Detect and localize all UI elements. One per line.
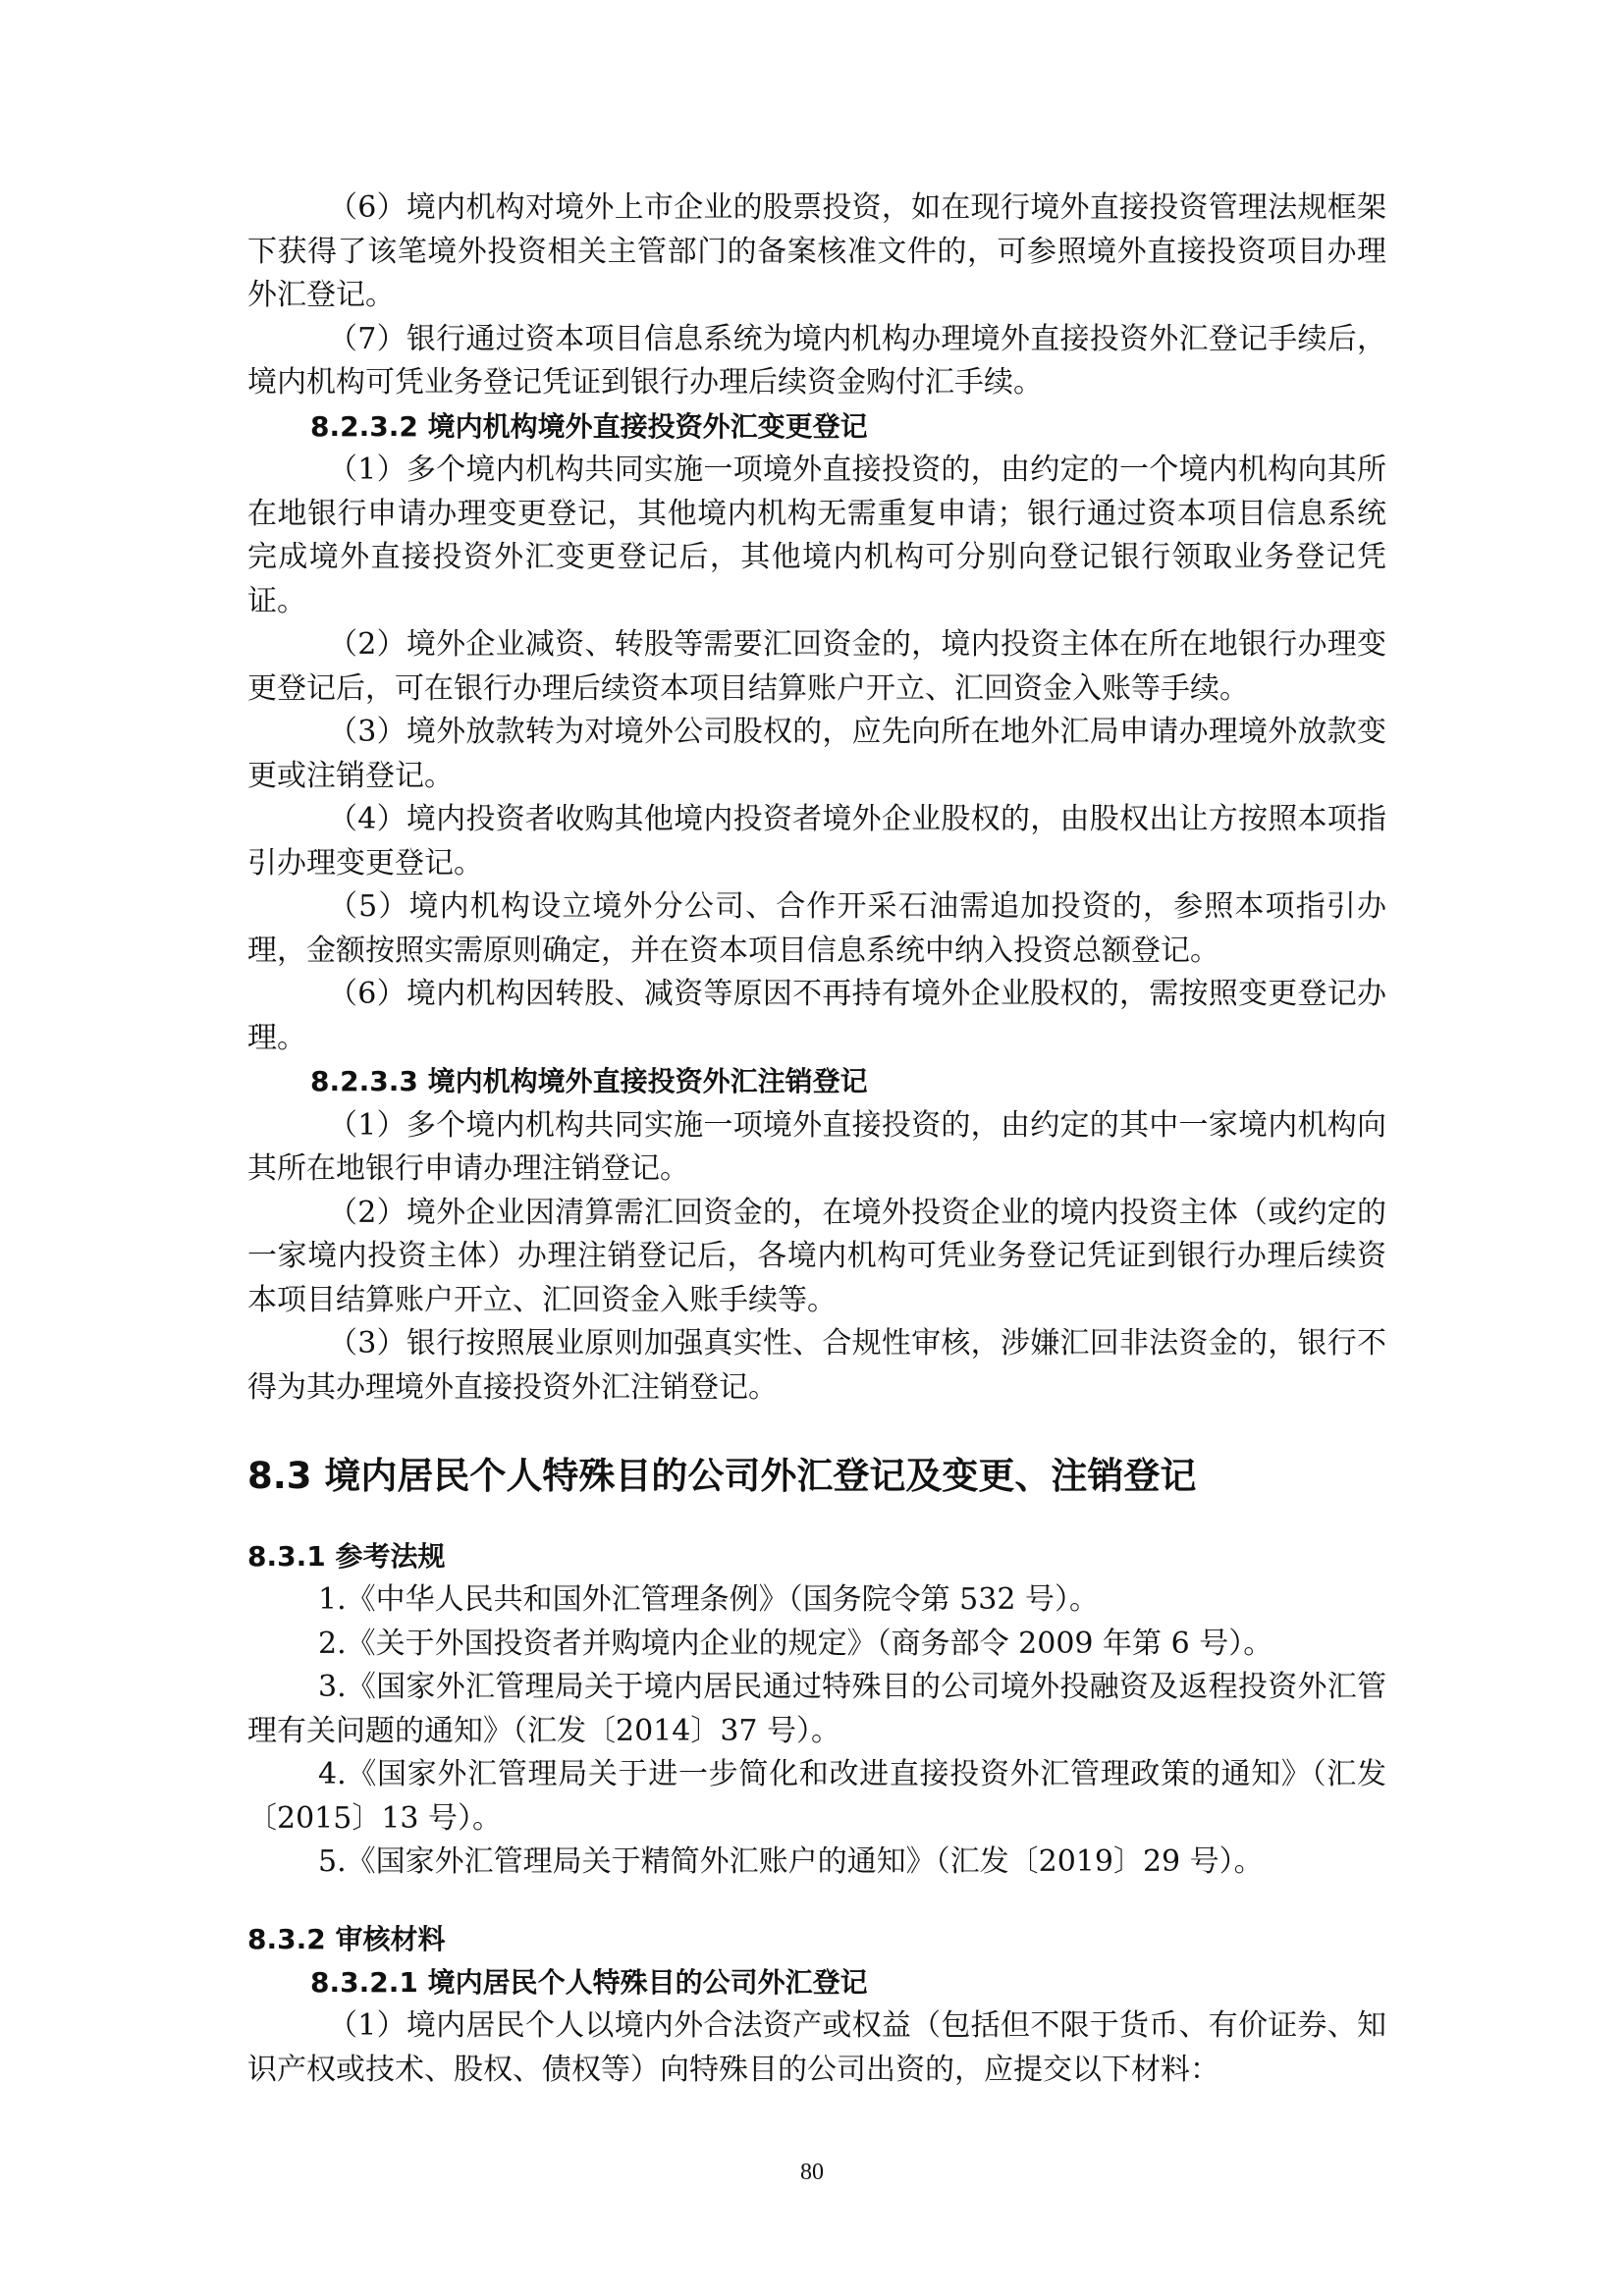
paragraph: （4）境内投资者收购其他境内投资者境外企业股权的，由股权出让方按照本项指引办理变更登记。 xyxy=(247,802,1386,881)
paragraph: （1）多个境内机构共同实施一项境外直接投资的，由约定的其中一家境内机构向其所在地银行申请办理注销登记。 xyxy=(247,1107,1386,1186)
paragraph: （1）境内居民个人以境内外合法资产或权益（包括但不限于货币、有价证券、知识产权或技术、股权、债权等）向特殊目的公司出资的，应提交以下材料： xyxy=(247,2008,1386,2087)
reference-item: 1.《中华人民共和国外汇管理条例》（国务院令第 532 号）。 xyxy=(318,1582,1099,1617)
document-body xyxy=(247,187,1386,2092)
reference-item: 5.《国家外汇管理局关于精简外汇账户的通知》（汇发〔2019〕29 号）。 xyxy=(318,1844,1264,1879)
paragraph: （2）境外企业减资、转股等需要汇回资金的，境内投资主体在所在地银行办理变更登记后，可在银行办理后续资本项目结算账户开立、汇回资金入账等手续。 xyxy=(247,627,1386,706)
section-heading-8-3-2-1: 8.3.2.1 境内居民个人特殊目的公司外汇登记 xyxy=(310,1965,868,1999)
reference-item: 3.《国家外汇管理局关于境内居民通过特殊目的公司境外投融资及返程投资外汇管理有关问题的通知》（汇发〔2014〕37 号）。 xyxy=(247,1670,1386,1748)
spacer xyxy=(247,1885,1386,1918)
page-number: 80 xyxy=(800,2160,824,2185)
paragraph: （3）境外放款转为对境外公司股权的，应先向所在地外汇局申请办理境外放款变更或注销登记。 xyxy=(247,715,1386,793)
paragraph: （6）境内机构对境外上市企业的股票投资，如在现行境外直接投资管理法规框架下获得了该笔境外投资相关主管部门的备案核准文件的，可参照境外直接投资项目办理外汇登记。 xyxy=(247,190,1386,312)
paragraph: （6）境内机构因转股、减资等原因不再持有境外企业股权的，需按照变更登记办理。 xyxy=(247,977,1386,1055)
paragraph: （5）境内机构设立境外分公司、合作开采石油需追加投资的，参照本项指引办理，金额按照实需原则确定，并在资本项目信息系统中纳入投资总额登记。 xyxy=(247,889,1386,968)
paragraph: （7）银行通过资本项目信息系统为境内机构办理境外直接投资外汇登记手续后，境内机构可凭业务登记凭证到银行办理后续资金购付汇手续。 xyxy=(247,321,1386,400)
reference-item: 4.《国家外汇管理局关于进一步简化和改进直接投资外汇管理政策的通知》（汇发〔2015〕13 号）。 xyxy=(247,1757,1386,1836)
reference-item: 2.《关于外国投资者并购境内企业的规定》（商务部令 2009 年第 6 号）。 xyxy=(318,1626,1273,1661)
paragraph: （3）银行按照展业原则加强真实性、合规性审核，涉嫌汇回非法资金的，银行不得为其办理境外直接投资外汇注销登记。 xyxy=(247,1326,1386,1405)
section-heading-8-2-3-3: 8.2.3.3 境内机构境外直接投资外汇注销登记 xyxy=(310,1065,868,1097)
paragraph: （2）境外企业因清算需汇回资金的，在境外投资企业的境内投资主体（或约定的一家境内投资主体）办理注销登记后，各境内机构可凭业务登记凭证到银行办理后续资本项目结算账户开立、汇回资金入账手续等。 xyxy=(247,1195,1386,1317)
section-heading-8-3-1: 8.3.1 参考法规 xyxy=(247,1540,446,1573)
paragraph: （1）多个境内机构共同实施一项境外直接投资的，由约定的一个境内机构向其所在地银行申请办理变更登记，其他境内机构无需重复申请；银行通过资本项目信息系统完成境外直接投资外汇变更登记后，其他境内机构可分别向登记银行领取业务登记凭证。 xyxy=(247,453,1386,618)
section-heading-8-3-2: 8.3.2 审核材料 xyxy=(247,1922,446,1955)
chapter-heading-8-3: 8.3 境内居民个人特殊目的公司外汇登记及变更、注销登记 xyxy=(247,1455,1197,1497)
section-heading-8-2-3-2: 8.2.3.2 境内机构境外直接投资外汇变更登记 xyxy=(310,409,868,443)
